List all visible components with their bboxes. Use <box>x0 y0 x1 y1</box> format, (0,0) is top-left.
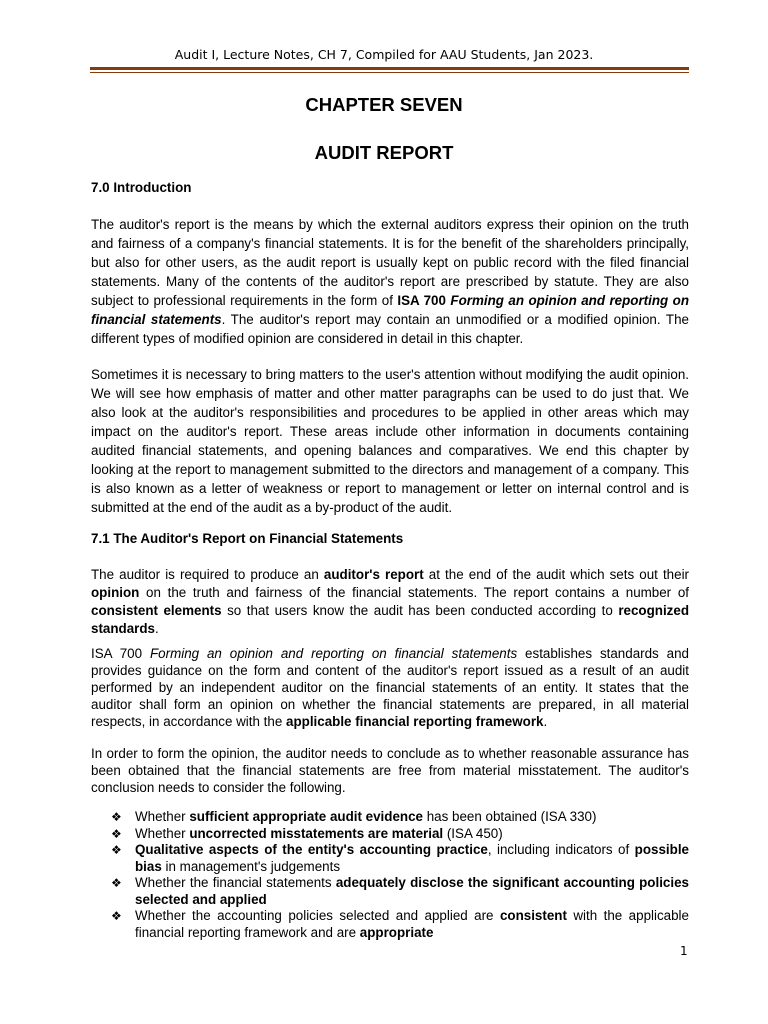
text-run: In order to form the opinion, the auditor needs to conclude as to whether reasonable assurance has been obtained that the financial statements are free from material misstatement. The auditor's conclusion needs to consider the following. <box>91 746 689 795</box>
paragraph-7-1-1 <box>91 566 689 638</box>
bullet-list <box>111 809 689 941</box>
bold-italic-run: Forming an opinion and reporting on financial statements <box>91 293 689 327</box>
paragraph-intro-1 <box>91 215 689 348</box>
diamond-bullet-icon: ❖ <box>111 909 122 923</box>
list-item: ❖ Whether the financial statements adequately disclose the significant accounting policies selected and applied <box>111 875 689 907</box>
text-run: ISA 700 <box>91 646 150 661</box>
text-run: Sometimes it is necessary to bring matters to the user's attention without modifying the audit opinion. We will see how emphasis of matter and other matter paragraphs can be used to do just that. We also look at the auditor's responsibilities and procedures to be applied in other areas which may impact on the auditor's report. These areas include other information in documents containing audited financial statements, and opening balances and comparatives. We end this chapter by looking at the report to management submitted to the directors and management of a company. This is also known as a letter of weakness or report to management or letter on internal control and is submitted at the end of the audit as a by-product of the audit. <box>91 367 689 515</box>
diamond-bullet-icon: ❖ <box>111 843 122 857</box>
text-run: at the end of the audit which sets out their <box>423 567 690 582</box>
text-run: so that users know the audit has been conducted according to <box>221 603 619 618</box>
diamond-bullet-icon: ❖ <box>111 876 122 890</box>
text-run: establishes standards and provides guidance on the form and content of the auditor's report issued as a result of an audit performed by an independent auditor on the financial statements of an entity. It states that the auditor shall form an opinion on whether the financial statements are prepared, in all material respects, in accordance with the <box>91 646 689 729</box>
paragraph-7-1-2 <box>91 645 689 730</box>
diamond-bullet-icon: ❖ <box>111 826 122 841</box>
paragraph-7-1-3 <box>91 745 689 796</box>
text-run: . The auditor's report may contain an unmodified or a modified opinion. The different types of modified opinion are considered in detail in this chapter. <box>91 312 689 346</box>
bold-run: applicable financial reporting framework <box>286 714 544 729</box>
text-run: . <box>155 621 159 636</box>
page-number: 1 <box>680 944 688 958</box>
chapter-title: CHAPTER SEVEN <box>305 94 463 115</box>
text-run: The auditor's report is the means by which the external auditors express their opinion on the truth and fairness of a company's financial statements. It is for the benefit of the shareholders principally, but also for other users, as the audit report is usually kept on public record with the filed financial statements. Many of the contents of the auditor's report are prescribed by statute. They are also subject to professional requirements in the form of <box>91 217 689 308</box>
list-item: ❖ Whether uncorrected misstatements are material (ISA 450) <box>111 825 503 841</box>
text-run: on the truth and fairness of the financial statements. The report contains a number of <box>139 585 689 600</box>
list-item: ❖ Whether sufficient appropriate audit evidence has been obtained (ISA 330) <box>111 809 597 824</box>
bold-run: consistent elements <box>91 603 222 618</box>
bold-run: auditor's report <box>323 567 424 582</box>
bold-run: ISA 700 <box>397 293 446 308</box>
italic-run: Forming an opinion and reporting on financial statements <box>149 646 518 661</box>
diamond-bullet-icon: ❖ <box>111 810 122 824</box>
bold-run: opinion <box>91 585 140 600</box>
running-header: Audit I, Lecture Notes, CH 7, Compiled for AAU Students, Jan 2023. <box>174 47 594 62</box>
section-heading-intro: 7.0 Introduction <box>91 180 192 195</box>
report-title: AUDIT REPORT <box>314 142 454 163</box>
header-rule-thick <box>90 67 689 70</box>
list-item: ❖ Whether the accounting policies selected and applied are consistent with the applicable financial reporting framework and are appropriate <box>111 908 689 940</box>
section-heading-7-1: 7.1 The Auditor's Report on Financial Statements <box>91 531 404 546</box>
bold-run: recognized standards <box>91 603 689 636</box>
list-item: ❖ Qualitative aspects of the entity's accounting practice, including indicators of possible bias in management's judgements <box>111 842 689 874</box>
text-run: . <box>543 714 548 729</box>
header-rule-thin <box>90 72 689 73</box>
text-run: The auditor is required to produce an <box>91 567 324 582</box>
paragraph-intro-2 <box>91 365 689 517</box>
